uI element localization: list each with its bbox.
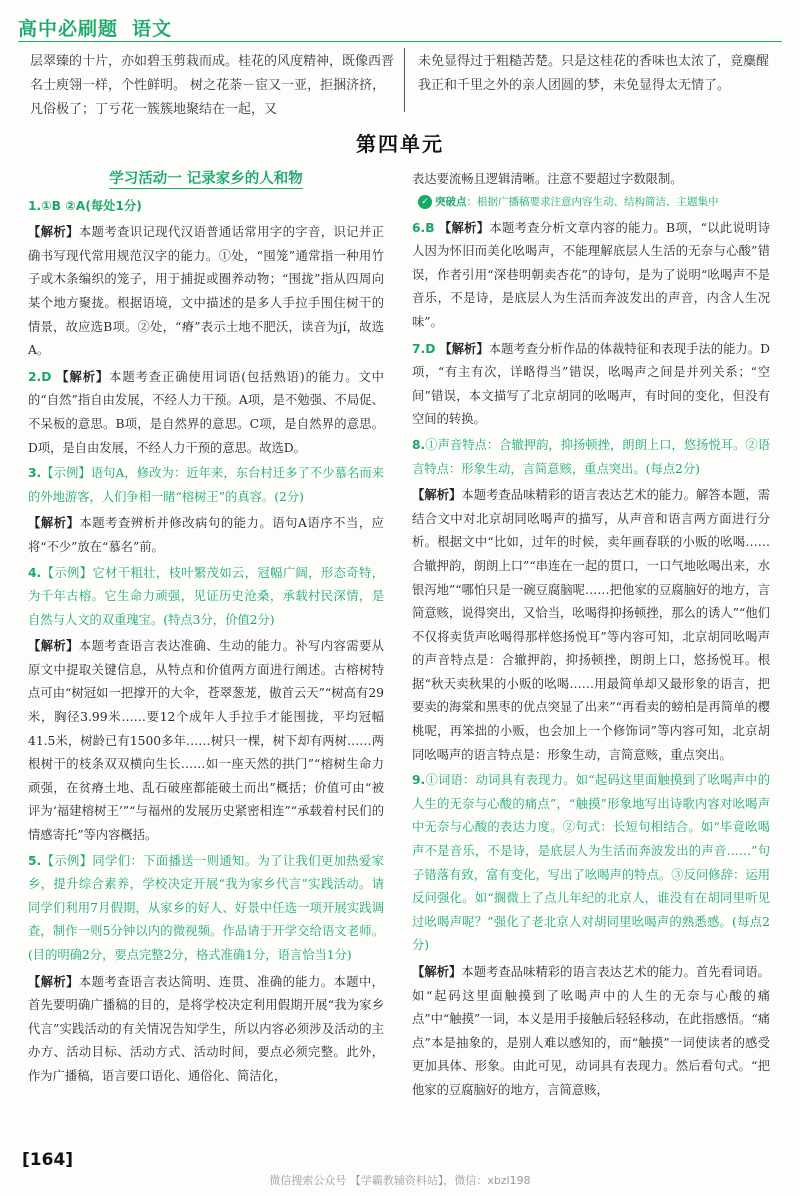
series-title: 高中必刷题 — [18, 18, 119, 40]
left-column — [28, 168, 384, 1091]
answer-8: 8.①声音特点：合辙押韵，抑扬顿挫，朗朗上口，悠扬悦耳。②语言特点：形象生动，言简意赅，重点突出。(每点2分) — [412, 437, 770, 476]
analysis-3: 【解析】本题考查辨析并修改病句的能力。语句A语序不当，应将“不少”放在“慕名”前。 — [28, 515, 384, 554]
answer-1-key: 1.①B ②A(每处1分) — [28, 198, 142, 213]
answer-5: 5.【示例】同学们：下面播送一则通知。为了让我们更加热爱家乡，提升综合素养，学校决定开展“我为家乡代言”实践活动。请同学们利用7月假期，从家乡的好人、好景中任选一项开展实践调查，制作一则5分钟以内的微视频。作品请于开学交给语文老师。(目的明确2分，要点完整2分，格式准确1分，语言恰当1分) — [28, 853, 384, 962]
activity-title: 学习活动一 记录家乡的人和物 — [109, 171, 303, 187]
answer-7: 7.D 【解析】本题考查分析作品的体裁特征和表现手法的能力。D项，“有主有次，详略得当”错误，吆喝声之间是并列关系；“空间”错误，本文描写了北京胡同的吆喝声，有时间的变化，但没有空间的转换。 — [412, 340, 770, 427]
answer-2: 2.D 【解析】本题考查正确使用词语(包括熟语)的能力。文中的“自然”指自由发展，不经人力干预。A项，是不勉强、不局促、不呆板的意思。B项，是自然界的意思。C项，是自然界的意思。D项，是自由发展，不经人力干预的意思。故选D。 — [28, 368, 384, 455]
answer-1 — [28, 195, 384, 219]
footer-watermark: 微信搜索公众号 【学霸教辅资料站】，微信：xbzl198 — [269, 1174, 531, 1187]
analysis-1: 【解析】本题考查识记现代汉语普通话常用字的字音，识记并正确书写现代常用规范汉字的能力。①处，“囤笼”通常指一种用竹子或木条编织的笼子，用于捕捉或圈养动物；“围拢”指从四周向某个地方聚拢。根据语境，文中描述的是多人手拉手围住树干的情景，故应选B项。②处，“瘠”表示土地不肥沃，读音为jí，故选A。 — [28, 224, 384, 358]
column-divider — [404, 48, 405, 112]
tip-icon: ✓ — [418, 195, 432, 209]
subject-label: 语文 — [132, 18, 173, 40]
header-rule — [18, 41, 782, 42]
answer-6: 6.B 【解析】本题考查分析文章内容的能力。B项，“以此说明诗人因为怀旧而美化吆喝声，不能理解底层人生活的无奈与心酸”错误，作者引用“深巷明朝卖杏花”的诗句，是为了说明“吆喝声不是音乐，不是诗，是底层人为生活而奔波发出的声音，内含人生况味”。 — [412, 219, 770, 329]
answer-4: 4.【示例】它材干粗壮，枝叶繁茂如云，冠幅广阔，形态奇特，为千年古榕。它生命力顽强，见证历史沧桑，承载村民深情，是自然与人文的双重瑰宝。(特点3分，价值2分) — [28, 565, 384, 627]
answer-9: 9.①词语：动词具有表现力。如“起码这里面触摸到了吆喝声中的人生的无奈与心酸的痛点”，“触摸”形象地写出诗歌内容对吆喝声中无奈与心酸的表达力度。②句式：长短句相结合。如“毕竟吆喝声不是音乐，不是诗，是底层人为生活而奔波发出的声音……”句子错落有致，富有变化，写出了吆喝声的特点。③反问修辞：运用反问强化。如“搁微上了点儿年纪的北京人，谁没有在胡同里听见过吆喝声呢？”强化了老北京人对胡同里吆喝声的熟悉感。(每点2分) — [412, 773, 770, 953]
page-number: [ 164 ] — [22, 1150, 73, 1170]
analysis-8: 【解析】本题考查品味精彩的语言表达艺术的能力。解答本题，需结合文中对北京胡同吆喝声的描写，从声音和语言两方面进行分析。根据文中“比如，过年的时候，卖年画春联的小贩的吆喝……合辙押韵，朗朗上口”“串连在一起的贯口，一口气地吆喝出来，水银泻地”“哪怕只是一碗豆腐脑呢……把他家的豆腐脑好的地方，言简意赅，说得突出，又恰当，吆喝得抑扬顿挫，那么的诱人”“他们不仅将卖货声吆喝得那样悠扬悦耳”等内容可知，北京胡同吆喝声的声音特点是：合辙押韵，抑扬顿挫，朗朗上口，悠扬悦耳。根据“秋天卖秋果的小贩的吆喝……用最简单却又最形象的语言，把要卖的海棠和黑枣的优点突显了出来”“再看卖的螃柏是再简单的樱桃呢，再笨拙的小贩，也会加上一个修饰词”等内容可知，北京胡同吆喝声的语言特点是：形象生动，言简意赅，重点突出。 — [412, 487, 770, 762]
top-left-text: 层翠臻的十片，亦如碧玉剪栽而成。桂花的风度精神，既像西晋名士庾翎一样，个性鲜明。 树之花荼－宦又一亚，拒捆济挤，凡俗极了；丁亏花一簇簇地聚结在一起，又 — [30, 54, 395, 117]
book-header — [18, 14, 186, 41]
answer-3: 3.【示例】语句A，修改为：近年来，东台村迁多了不少慕名而来的外地游客，人们争相一睹“榕树王”的真容。(2分) — [28, 466, 384, 504]
right-column — [412, 168, 770, 1105]
continued-text: 表达要流畅且逻辑清晰。注意不要超过字数限制。 — [412, 172, 683, 186]
analysis-5: 【解析】本题考查语言表达简明、连贯、准确的能力。本题中，首先要明确广播稿的目的，是将学校决定利用假期开展“我为家乡代言”实践活动的有关情况告知学生，所以内容必须涉及活动的主办方、活动目标、活动方式、活动时间，要点必须完整。此外，作为广播稿，语言要口语化、通俗化、简洁化， — [28, 973, 384, 1083]
tip-box: ✓ 突破点：根据广播稿要求注意内容生动、结构简洁、主题集中 — [412, 194, 770, 210]
analysis-4: 【解析】本题考查语言表达准确、生动的能力。补写内容需要从原文中提取关键信息，从特点和价值两方面进行阐述。古榕树特点可由“树冠如一把撑开的大伞，苍翠葱茏，傲首云天”“树高有29米，胸径3.99米……要12个成年人手拉手才能围拢，平均冠幅41.5米，树龄已有1500多年……树只一棵，树下却有两树……两根树干的枝条双双横向生长……如一座天然的拱门”“榕树生命力顽强，在贫瘠土地、乱石破座都能破土而出”概括；价值可由“被评为‘福建榕树王’”“与福州的发展历史紧密相连”“承载着村民们的情感寄托”等内容概括。 — [28, 638, 384, 843]
analysis-9: 【解析】本题考查品味精彩的语言表达艺术的能力。首先看词语。如“起码这里面触摸到了吆喝声中的人生的无奈与心酸的痛点”中“触摸”一词，本义是用手接触后轻轻移动，在此指感悟。“痛点”本是抽象的，是别人难以感知的，而“触摸”一词使读者的感受更加具体、形象。由此可见，动词具有表现力。然后看句式。“把他家的豆腐脑好的地方，言简意赅， — [412, 964, 770, 1097]
top-right-text: 未免显得过于粗糙苦楚。只是这桂花的香味也太浓了，竟麋醒我正和千里之外的亲人团圆的梦，未免显得太无情了。 — [418, 54, 770, 93]
unit-title: 第四单元 — [356, 132, 444, 156]
